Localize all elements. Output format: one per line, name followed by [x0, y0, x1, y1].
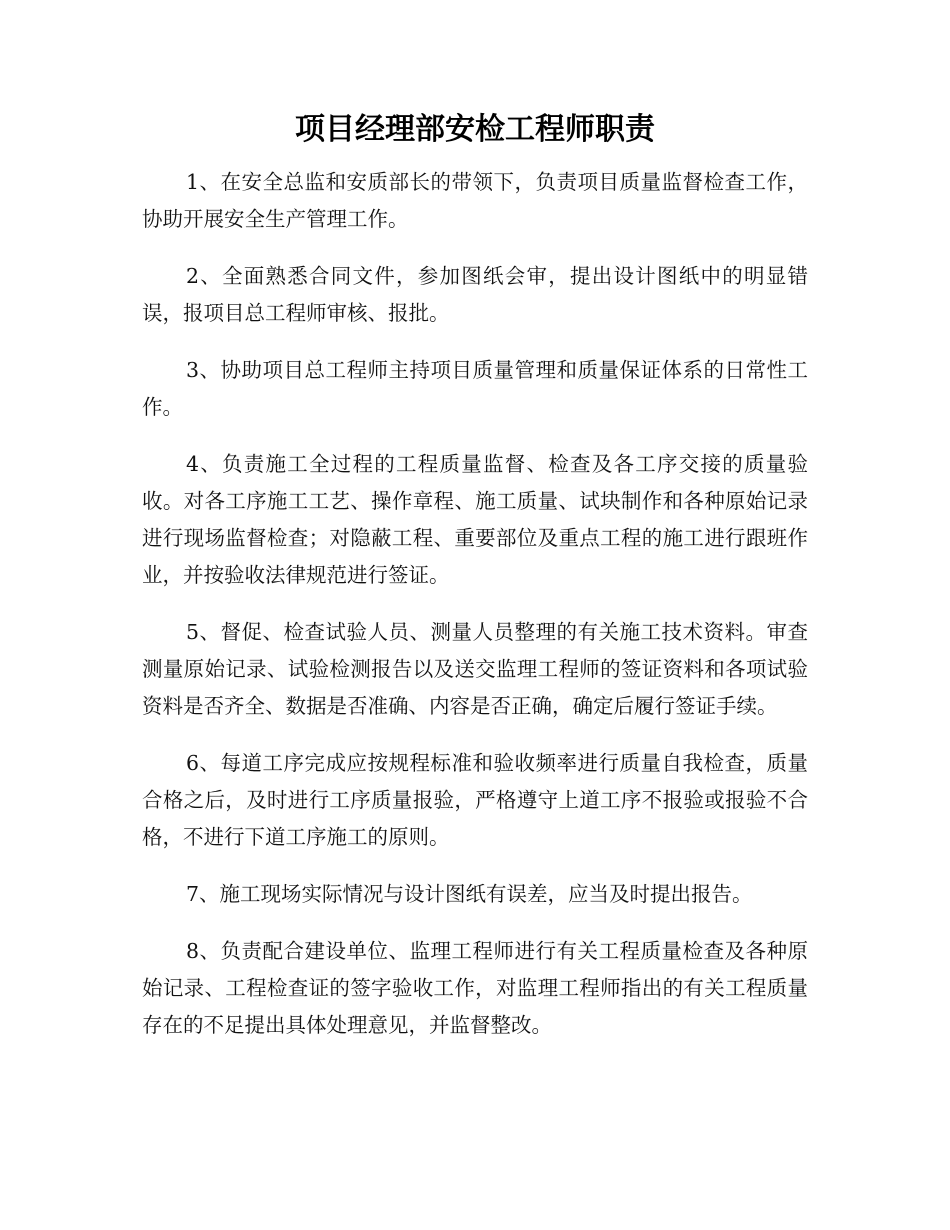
paragraph-4: 4、负责施工全过程的工程质量监督、检查及各工序交接的质量验收。对各工序施工工艺、操作章程、施工质量、试块制作和各种原始记录进行现场监督检查；对隐蔽工程、重要部位及重点工程的施工进行跟班作业，并按验收法律规范进行签证。: [142, 452, 808, 587]
paragraph-5: 5、督促、检查试验人员、测量人员整理的有关施工技术资料。审查测量原始记录、试验检测报告以及送交监理工程师的签证资料和各项试验资料是否齐全、数据是否准确、内容是否正确，确定后履行签证手续。: [142, 620, 808, 718]
paragraph-3: 3、协助项目总工程师主持项目质量管理和质量保证体系的日常性工作。: [142, 358, 808, 419]
paragraph-8: 8、负责配合建设单位、监理工程师进行有关工程质量检查及各种原始记录、工程检查证的签字验收工作，对监理工程师指出的有关工程质量存在的不足提出具体处理意见，并监督整改。: [142, 939, 808, 1037]
paragraph-2: 2、全面熟悉合同文件，参加图纸会审，提出设计图纸中的明显错误，报项目总工程师审核、报批。: [142, 264, 808, 325]
document-body: [142, 164, 808, 1064]
paragraph-1: 1、在安全总监和安质部长的带领下，负责项目质量监督检查工作，协助开展安全生产管理工作。: [142, 170, 808, 231]
page-title: 项目经理部安检工程师职责: [295, 112, 655, 147]
paragraph-7: 7、施工现场实际情况与设计图纸有误差，应当及时提出报告。: [186, 882, 753, 906]
paragraph-6: 6、每道工序完成应按规程标准和验收频率进行质量自我检查，质量合格之后，及时进行工序质量报验，严格遵守上道工序不报验或报验不合格，不进行下道工序施工的原则。: [142, 751, 808, 849]
